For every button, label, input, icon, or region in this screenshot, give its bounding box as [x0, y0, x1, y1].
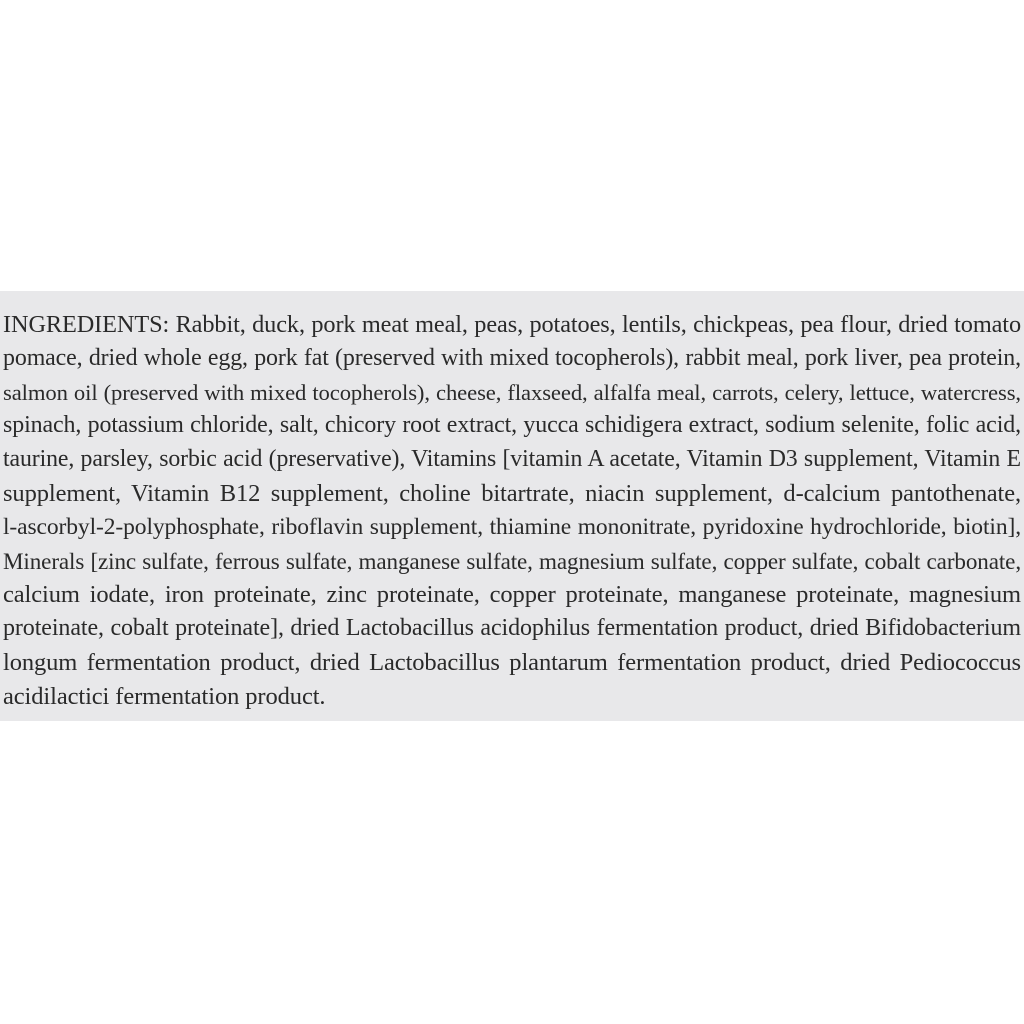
ingredients-paragraph: [3, 308, 1021, 714]
ingredients-line: Minerals [zinc sulfate, ferrous sulfate, manganese sulfate, magnesium sulfate, copper sulfate, cobalt carbonate,: [3, 547, 1021, 574]
ingredients-line: calcium iodate, iron proteinate, zinc proteinate, copper proteinate, manganese proteinate, magnesium: [3, 581, 1021, 609]
ingredients-line: salmon oil (preserved with mixed tocopherols), cheese, flaxseed, alfalfa meal, carrots, celery, lettuce, watercress,: [3, 379, 1021, 405]
ingredients-line: l-ascorbyl-2-polyphosphate, riboflavin supplement, thiamine mononitrate, pyridoxine hydrochloride, biotin],: [3, 513, 1021, 540]
ingredients-line: pomace, dried whole egg, pork fat (preserved with mixed tocopherols), rabbit meal, pork liver, pea protein,: [3, 344, 1021, 371]
ingredients-line: spinach, potassium chloride, salt, chicory root extract, yucca schidigera extract, sodium selenite, folic acid,: [3, 412, 1021, 439]
ingredients-line: INGREDIENTS: Rabbit, duck, pork meat meal, peas, potatoes, lentils, chickpeas, pea flour, dried tomato: [3, 311, 1021, 338]
ingredients-line: taurine, parsley, sorbic acid (preservative), Vitamins [vitamin A acetate, Vitamin D3 supplement, Vitamin E: [3, 446, 1021, 473]
ingredients-line: acidilactici fermentation product.: [3, 682, 326, 710]
ingredients-line: longum fermentation product, dried Lactobacillus plantarum fermentation product, dried Pediococcus: [3, 648, 1021, 676]
ingredients-line: supplement, Vitamin B12 supplement, choline bitartrate, niacin supplement, d-calcium pantothenate,: [3, 479, 1021, 507]
ingredients-line: proteinate, cobalt proteinate], dried Lactobacillus acidophilus fermentation product, dried Bifidobacterium: [3, 615, 1021, 642]
